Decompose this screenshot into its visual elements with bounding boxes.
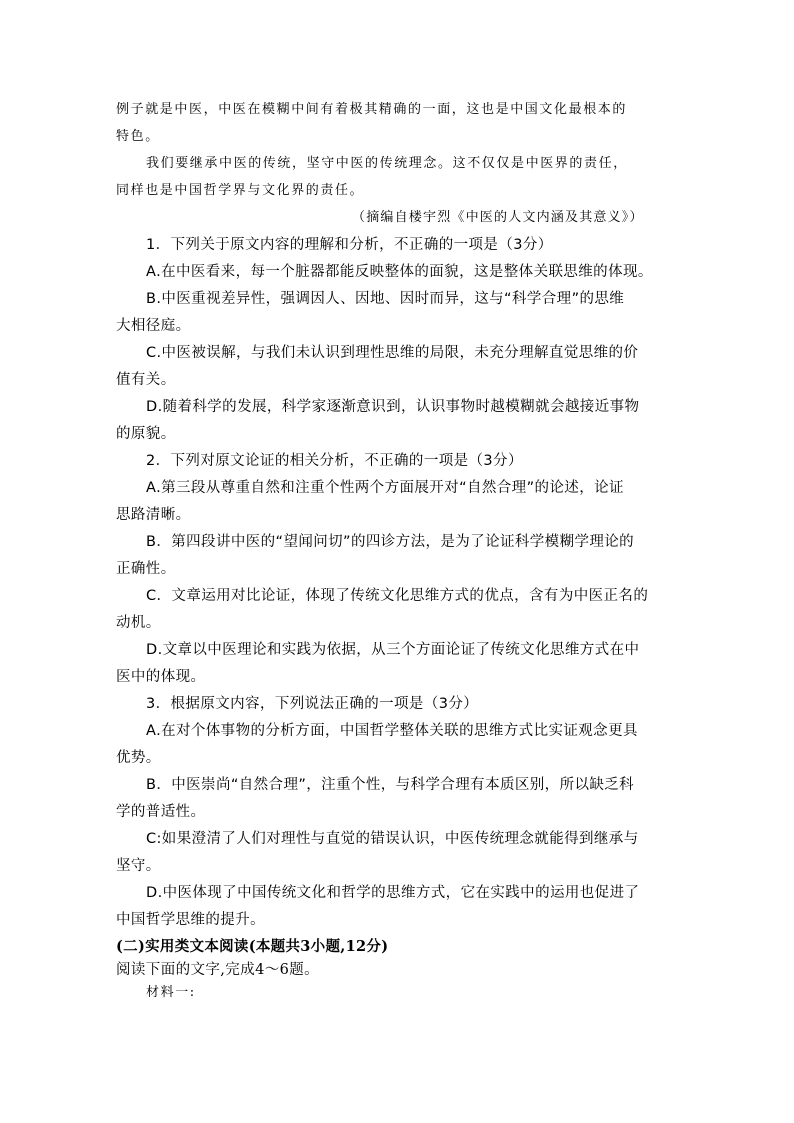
question-2-option-c: C．文章运用对比论证，体现了传统文化思维方式的优点，含有为中医正名的 bbox=[146, 588, 649, 604]
question-1-option-d: D.随着科学的发展，科学家逐渐意识到，认识事物时越模糊就会越接近事物 bbox=[146, 399, 640, 415]
question-3-option-c-cont: 坚守。 bbox=[116, 858, 161, 874]
question-1-stem: 1．下列关于原文内容的理解和分析，不正确的一项是（3分） bbox=[146, 237, 553, 253]
passage-line: 例子就是中医，中医在模糊中间有着极其精确的一面，这也是中国文化最根本的 bbox=[116, 102, 628, 117]
question-2-option-d: D.文章以中医理论和实践为依据，从三个方面论证了传统文化思维方式在中 bbox=[146, 642, 640, 658]
question-2-option-a: A.第三段从尊重自然和注重个性两个方面展开对“自然合理”的论述，论证 bbox=[146, 480, 624, 496]
question-2-option-d-cont: 医中的体现。 bbox=[116, 669, 206, 685]
section-heading: (二)实用类文本阅读(本题共3小题,12分) bbox=[116, 938, 389, 955]
question-3-option-b: B．中医崇尚“自然合理”，注重个性，与科学合理有本质区别，所以缺乏科 bbox=[146, 777, 635, 793]
question-1-option-c-cont: 值有关。 bbox=[116, 372, 176, 388]
question-2-stem: 2．下列对原文论证的相关分析，不正确的一项是（3分） bbox=[146, 453, 523, 469]
material-label: 材料一: bbox=[146, 985, 196, 1000]
question-3-option-b-cont: 学的普适性。 bbox=[116, 804, 206, 820]
question-1-option-b-cont: 大相径庭。 bbox=[116, 318, 191, 334]
passage-source: （摘编自楼宇烈《中医的人文内涵及其意义》） bbox=[352, 210, 644, 225]
question-1-option-c: C.中医被误解，与我们未认识到理性思维的局限，未充分理解直觉思维的价 bbox=[146, 345, 639, 361]
question-2-option-c-cont: 动机。 bbox=[116, 615, 161, 631]
question-1-option-a: A.在中医看来，每一个脏器都能反映整体的面貌，这是整体关联思维的体现。 bbox=[146, 264, 653, 280]
section-instruction: 阅读下面的文字,完成4～6题。 bbox=[116, 962, 320, 978]
passage-line: 特色。 bbox=[116, 129, 160, 144]
question-2-option-b-cont: 正确性。 bbox=[116, 561, 176, 577]
question-3-option-c: C:如果澄清了人们对理性与直觉的错误认识，中医传统理念就能得到继承与 bbox=[146, 831, 639, 847]
question-3-option-d-cont: 中国哲学思维的提升。 bbox=[116, 912, 265, 928]
question-3-option-a-cont: 优势。 bbox=[116, 750, 161, 766]
question-1-option-b: B.中医重视差异性，强调因人、因地、因时而异，这与“科学合理”的思维 bbox=[146, 291, 625, 307]
question-3-option-a: A.在对个体事物的分析方面，中国哲学整体关联的思维方式比实证观念更具 bbox=[146, 723, 638, 739]
passage-line: 同样也是中国哲学界与文化界的责任。 bbox=[116, 183, 365, 198]
question-2-option-b: B．第四段讲中医的“望闻问切”的四诊方法，是为了论证科学模糊学理论的 bbox=[146, 534, 635, 550]
passage-line: 我们要继承中医的传统，坚守中医的传统理念。这不仅仅是中医界的责任， bbox=[146, 156, 628, 171]
question-3-option-d: D.中医体现了中国传统文化和哲学的思维方式，它在实践中的运用也促进了 bbox=[146, 885, 640, 901]
question-1-option-d-cont: 的原貌。 bbox=[116, 426, 176, 442]
question-2-option-a-cont: 思路清晰。 bbox=[116, 507, 191, 523]
question-3-stem: 3．根据原文内容，下列说法正确的一项是（3分） bbox=[146, 696, 479, 712]
